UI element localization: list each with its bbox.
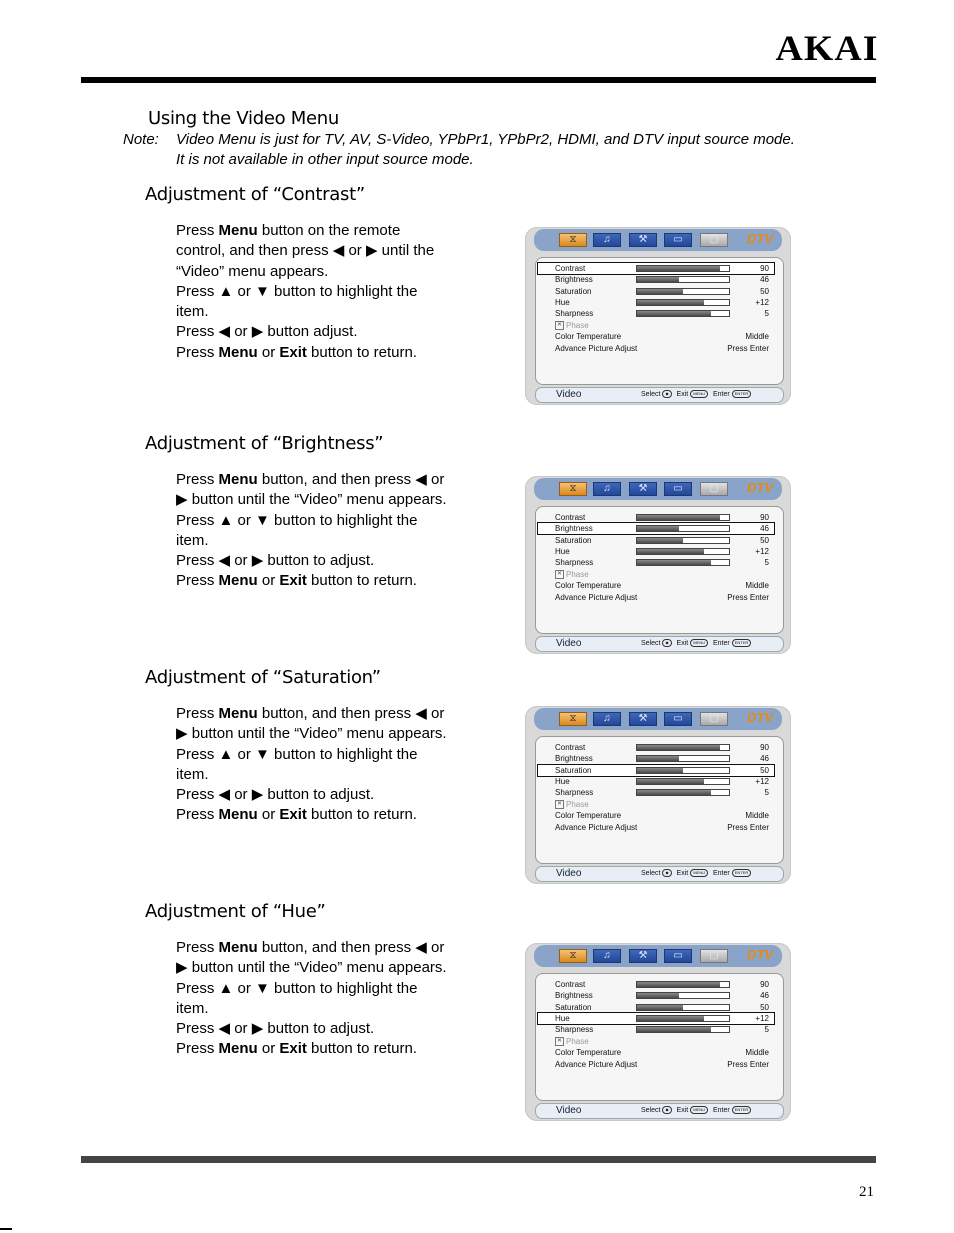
menu-row-sharpness bbox=[538, 557, 774, 568]
menu-row-contrast bbox=[538, 742, 774, 753]
menu-row-label bbox=[555, 569, 589, 580]
step-text: item. bbox=[176, 765, 209, 783]
level-bar-fill bbox=[637, 745, 720, 750]
level-bar bbox=[636, 755, 730, 762]
menu-row-label: Saturation bbox=[555, 536, 592, 545]
steps-contrast bbox=[176, 221, 476, 363]
menu-row-advanced bbox=[538, 822, 774, 833]
step-text: or bbox=[257, 806, 280, 824]
steps-brightness bbox=[176, 470, 476, 592]
step-text: Press bbox=[176, 572, 219, 590]
level-bar bbox=[636, 288, 730, 295]
menu-row-label: Sharpness bbox=[555, 788, 594, 797]
menu-row-advanced bbox=[538, 1059, 774, 1070]
menu-row-phase bbox=[538, 569, 774, 580]
hint-text: Exit bbox=[676, 1107, 689, 1114]
dtv-tab-icon: DTV bbox=[747, 710, 773, 725]
menu-row-value: 90 bbox=[760, 980, 769, 989]
phase-label: Phase bbox=[566, 570, 589, 579]
step-text: Press bbox=[176, 222, 219, 239]
picture-tab-icon: ⧖ bbox=[559, 482, 587, 496]
section-title-contrast: Adjustment of “Contrast” bbox=[145, 184, 365, 205]
menu-key-label: Menu bbox=[218, 1040, 258, 1058]
menu-row-value: 50 bbox=[760, 766, 769, 775]
phase-label: Phase bbox=[566, 800, 589, 809]
menu-row-label: Hue bbox=[555, 298, 570, 307]
menu-footer bbox=[535, 387, 784, 403]
level-bar-fill bbox=[637, 768, 683, 773]
menu-row-value: +12 bbox=[755, 547, 769, 556]
dtv-tab-icon: DTV bbox=[747, 947, 773, 962]
note-label: Note: bbox=[123, 131, 159, 148]
step-text: Press ▲ or ▼ button to highlight the bbox=[176, 745, 418, 763]
step-text: Press ◀ or ▶ button to adjust. bbox=[176, 1020, 375, 1038]
hint-text: Select bbox=[641, 870, 661, 877]
step-text: button on the remote bbox=[257, 222, 401, 239]
step-text: Press bbox=[176, 1040, 219, 1058]
section-title-saturation: Adjustment of “Saturation” bbox=[145, 667, 381, 688]
step-text: button, and then press ◀ or bbox=[257, 939, 445, 956]
hint-text: Select bbox=[641, 640, 661, 647]
menu-row-value: Middle bbox=[745, 581, 769, 590]
menu-key-label: Menu bbox=[218, 939, 258, 956]
hint-text: Exit bbox=[676, 870, 689, 877]
remote-key-icon: MENU bbox=[690, 869, 708, 877]
menu-row-brightness bbox=[538, 753, 774, 764]
hint-text: Enter bbox=[713, 391, 730, 398]
menu-row-value: 46 bbox=[760, 524, 769, 533]
disabled-x-icon: ✕ bbox=[556, 571, 563, 578]
pc-tab-icon: ▢ bbox=[700, 712, 728, 726]
level-bar bbox=[636, 778, 730, 785]
level-bar-fill bbox=[637, 1005, 683, 1010]
step-text: Press bbox=[176, 939, 219, 956]
level-bar bbox=[636, 1026, 730, 1033]
pc-tab-icon: ▢ bbox=[700, 949, 728, 963]
level-bar-fill bbox=[637, 538, 683, 543]
menu-panel bbox=[535, 973, 784, 1101]
menu-row-phase bbox=[538, 320, 774, 331]
exit-key-label: Exit bbox=[279, 343, 307, 361]
pc-tab-icon: ▢ bbox=[700, 233, 728, 247]
menu-key-label: Menu bbox=[218, 705, 258, 722]
menu-row-label: Brightness bbox=[555, 275, 593, 284]
menu-row-phase bbox=[538, 1036, 774, 1047]
setup-tab-icon: ⚒ bbox=[629, 712, 657, 726]
setup-tab-icon: ⚒ bbox=[629, 949, 657, 963]
hint-text: Select bbox=[641, 1107, 661, 1114]
menu-row-color_temp bbox=[538, 580, 774, 591]
menu-footer bbox=[535, 636, 784, 652]
menu-row-value: 46 bbox=[760, 754, 769, 763]
phase-label: Phase bbox=[566, 321, 589, 330]
menu-key-label: Menu bbox=[218, 343, 258, 361]
steps-saturation bbox=[176, 704, 476, 826]
menu-row-value: +12 bbox=[755, 777, 769, 786]
level-bar bbox=[636, 1015, 730, 1022]
arrows-icon: ◆ bbox=[662, 1106, 671, 1114]
menu-row-label: Brightness bbox=[555, 991, 593, 1000]
menu-row-label: Contrast bbox=[555, 264, 586, 273]
menu-row-value: 50 bbox=[760, 287, 769, 296]
step-text: button, and then press ◀ or bbox=[257, 705, 445, 722]
hint-text: Enter bbox=[713, 1107, 730, 1114]
note bbox=[123, 130, 795, 170]
menu-footer bbox=[535, 1103, 784, 1119]
menu-row-advanced bbox=[538, 592, 774, 603]
menu-row-value: 5 bbox=[764, 558, 769, 567]
menu-title: Video bbox=[556, 868, 582, 879]
level-bar-fill bbox=[637, 790, 711, 795]
step-text: button to return. bbox=[306, 572, 417, 590]
arrows-icon: ◆ bbox=[662, 869, 671, 877]
menu-tab-bar bbox=[534, 708, 782, 730]
menu-row-value: +12 bbox=[755, 298, 769, 307]
menu-tab-bar bbox=[534, 229, 782, 251]
level-bar-fill bbox=[637, 311, 711, 316]
level-bar-fill bbox=[637, 515, 720, 520]
step-text: Press ▲ or ▼ button to highlight the bbox=[176, 979, 418, 997]
step-text: button to return. bbox=[306, 806, 417, 824]
page-heading: Using the Video Menu bbox=[148, 108, 339, 129]
hint-text: Exit bbox=[676, 391, 689, 398]
level-bar bbox=[636, 514, 730, 521]
menu-row-value: +12 bbox=[755, 1014, 769, 1023]
menu-row-advanced bbox=[538, 343, 774, 354]
step-text: Press bbox=[176, 343, 219, 361]
menu-row-value: Press Enter bbox=[727, 593, 769, 602]
tv-tab-icon: ▭ bbox=[664, 712, 692, 726]
menu-row-sharpness bbox=[538, 787, 774, 798]
note-line-1: Video Menu is just for TV, AV, S-Video, YPbPr1, YPbPr2, HDMI, and DTV input source mode. bbox=[176, 131, 795, 148]
setup-tab-icon: ⚒ bbox=[629, 233, 657, 247]
remote-key-icon: MENU bbox=[690, 390, 708, 398]
level-bar bbox=[636, 276, 730, 283]
step-text: Press ◀ or ▶ button to adjust. bbox=[176, 552, 375, 570]
menu-row-color_temp bbox=[538, 331, 774, 342]
remote-key-icon: ENTER bbox=[732, 869, 752, 877]
level-bar bbox=[636, 537, 730, 544]
level-bar bbox=[636, 525, 730, 532]
level-bar bbox=[636, 265, 730, 272]
menu-row-hue bbox=[538, 546, 774, 557]
menu-tab-bar bbox=[534, 478, 782, 500]
corner-mark bbox=[0, 1228, 12, 1230]
menu-row-brightness bbox=[538, 523, 774, 534]
header-rule bbox=[81, 77, 876, 83]
menu-row-label: Color Temperature bbox=[555, 811, 622, 820]
video-menu-screenshot-saturation bbox=[525, 706, 791, 884]
menu-row-value: Middle bbox=[745, 332, 769, 341]
level-bar-fill bbox=[637, 1027, 711, 1032]
remote-key-icon: ENTER bbox=[732, 1106, 752, 1114]
step-text: “Video” menu appears. bbox=[176, 262, 329, 280]
level-bar-fill bbox=[637, 277, 679, 282]
menu-row-phase bbox=[538, 799, 774, 810]
hint-text: Enter bbox=[713, 640, 730, 647]
level-bar-fill bbox=[637, 756, 679, 761]
note-line-2: It is not available in other input source mode. bbox=[176, 151, 474, 168]
disabled-x-icon: ✕ bbox=[556, 322, 563, 329]
menu-row-sharpness bbox=[538, 1024, 774, 1035]
menu-row-label: Sharpness bbox=[555, 309, 594, 318]
arrows-icon: ◆ bbox=[662, 390, 671, 398]
pc-tab-icon: ▢ bbox=[700, 482, 728, 496]
section-title-brightness: Adjustment of “Brightness” bbox=[145, 433, 384, 454]
step-text: Press bbox=[176, 806, 219, 824]
menu-row-label: Advance Picture Adjust bbox=[555, 1060, 638, 1069]
level-bar bbox=[636, 789, 730, 796]
menu-footer bbox=[535, 866, 784, 882]
audio-tab-icon: ♫ bbox=[593, 482, 621, 496]
remote-key-icon: ENTER bbox=[732, 639, 752, 647]
menu-row-label: Contrast bbox=[555, 513, 586, 522]
step-text: ▶ button until the “Video” menu appears. bbox=[176, 491, 447, 509]
step-text: item. bbox=[176, 531, 209, 549]
menu-row-label: Advance Picture Adjust bbox=[555, 823, 638, 832]
hint-text: Exit bbox=[676, 640, 689, 647]
menu-row-value: 5 bbox=[764, 309, 769, 318]
menu-row-label: Color Temperature bbox=[555, 581, 622, 590]
step-text: control, and then press ◀ or ▶ until the bbox=[176, 242, 435, 260]
dtv-tab-icon: DTV bbox=[747, 231, 773, 246]
menu-row-value: 50 bbox=[760, 536, 769, 545]
menu-key-label: Menu bbox=[218, 222, 258, 239]
remote-key-icon: MENU bbox=[690, 1106, 708, 1114]
menu-row-label: Sharpness bbox=[555, 1025, 594, 1034]
setup-tab-icon: ⚒ bbox=[629, 482, 657, 496]
menu-row-value: 90 bbox=[760, 513, 769, 522]
section-title-hue: Adjustment of “Hue” bbox=[145, 901, 326, 922]
video-menu-screenshot-brightness bbox=[525, 476, 791, 654]
menu-row-label: Advance Picture Adjust bbox=[555, 593, 638, 602]
menu-panel bbox=[535, 736, 784, 864]
level-bar bbox=[636, 744, 730, 751]
remote-key-icon: MENU bbox=[690, 639, 708, 647]
step-text: item. bbox=[176, 303, 209, 321]
menu-row-label: Hue bbox=[555, 1014, 570, 1023]
disabled-x-icon: ✕ bbox=[556, 801, 563, 808]
step-text: Press bbox=[176, 705, 219, 722]
key-hints bbox=[639, 639, 754, 649]
menu-row-value: 5 bbox=[764, 1025, 769, 1034]
step-text: Press ◀ or ▶ button to adjust. bbox=[176, 786, 375, 804]
menu-title: Video bbox=[556, 1105, 582, 1116]
hint-text: Enter bbox=[713, 870, 730, 877]
level-bar-fill bbox=[637, 993, 679, 998]
picture-tab-icon: ⧖ bbox=[559, 949, 587, 963]
menu-title: Video bbox=[556, 389, 582, 400]
step-text: ▶ button until the “Video” menu appears. bbox=[176, 725, 447, 743]
menu-row-hue bbox=[538, 297, 774, 308]
menu-row-value: 90 bbox=[760, 743, 769, 752]
tv-tab-icon: ▭ bbox=[664, 482, 692, 496]
step-text: button to return. bbox=[306, 343, 417, 361]
menu-row-saturation bbox=[538, 286, 774, 297]
audio-tab-icon: ♫ bbox=[593, 233, 621, 247]
menu-row-label bbox=[555, 799, 589, 810]
audio-tab-icon: ♫ bbox=[593, 712, 621, 726]
menu-row-saturation bbox=[538, 535, 774, 546]
level-bar-fill bbox=[637, 1016, 704, 1021]
menu-row-label bbox=[555, 320, 589, 331]
key-hints bbox=[639, 869, 754, 879]
phase-label: Phase bbox=[566, 1037, 589, 1046]
menu-row-saturation bbox=[538, 1002, 774, 1013]
menu-row-label: Hue bbox=[555, 547, 570, 556]
level-bar bbox=[636, 559, 730, 566]
disabled-x-icon: ✕ bbox=[556, 1038, 563, 1045]
hint-text: Select bbox=[641, 391, 661, 398]
level-bar bbox=[636, 548, 730, 555]
menu-row-value: Press Enter bbox=[727, 823, 769, 832]
arrows-icon: ◆ bbox=[662, 639, 671, 647]
menu-row-brightness bbox=[538, 274, 774, 285]
dtv-tab-icon: DTV bbox=[747, 480, 773, 495]
menu-row-contrast bbox=[538, 263, 774, 274]
step-text: button to return. bbox=[306, 1040, 417, 1058]
tv-tab-icon: ▭ bbox=[664, 949, 692, 963]
level-bar-fill bbox=[637, 526, 679, 531]
menu-key-label: Menu bbox=[218, 471, 258, 488]
page-number: 21 bbox=[859, 1184, 874, 1200]
picture-tab-icon: ⧖ bbox=[559, 712, 587, 726]
menu-row-value: 90 bbox=[760, 264, 769, 273]
menu-row-label: Color Temperature bbox=[555, 1048, 622, 1057]
menu-row-contrast bbox=[538, 979, 774, 990]
remote-key-icon: ENTER bbox=[732, 390, 752, 398]
audio-tab-icon: ♫ bbox=[593, 949, 621, 963]
menu-row-hue bbox=[538, 1013, 774, 1024]
level-bar bbox=[636, 767, 730, 774]
footer-rule bbox=[81, 1156, 876, 1163]
menu-row-value: 50 bbox=[760, 1003, 769, 1012]
step-text: or bbox=[257, 572, 280, 590]
step-text: ▶ button until the “Video” menu appears. bbox=[176, 959, 447, 977]
menu-row-sharpness bbox=[538, 308, 774, 319]
menu-key-label: Menu bbox=[218, 572, 258, 590]
steps-hue bbox=[176, 938, 476, 1060]
level-bar-fill bbox=[637, 289, 683, 294]
step-text: item. bbox=[176, 999, 209, 1017]
level-bar bbox=[636, 992, 730, 999]
menu-row-color_temp bbox=[538, 810, 774, 821]
step-text: Press bbox=[176, 471, 219, 488]
step-text: Press ▲ or ▼ button to highlight the bbox=[176, 282, 418, 300]
picture-tab-icon: ⧖ bbox=[559, 233, 587, 247]
level-bar bbox=[636, 1004, 730, 1011]
video-menu-screenshot-hue bbox=[525, 943, 791, 1121]
menu-row-value: 46 bbox=[760, 991, 769, 1000]
level-bar-fill bbox=[637, 982, 720, 987]
level-bar-fill bbox=[637, 266, 720, 271]
step-text: Press ▲ or ▼ button to highlight the bbox=[176, 511, 418, 529]
exit-key-label: Exit bbox=[279, 572, 307, 590]
menu-row-saturation bbox=[538, 765, 774, 776]
menu-row-label: Brightness bbox=[555, 524, 593, 533]
level-bar bbox=[636, 981, 730, 988]
menu-row-value: Middle bbox=[745, 811, 769, 820]
menu-row-label: Contrast bbox=[555, 980, 586, 989]
step-text: button, and then press ◀ or bbox=[257, 471, 445, 488]
exit-key-label: Exit bbox=[279, 806, 307, 824]
key-hints bbox=[639, 1106, 754, 1116]
menu-row-label bbox=[555, 1036, 589, 1047]
menu-row-label: Saturation bbox=[555, 1003, 592, 1012]
menu-row-value: Press Enter bbox=[727, 344, 769, 353]
step-text: Press ◀ or ▶ button adjust. bbox=[176, 323, 358, 341]
akai-logo: AKAI bbox=[775, 28, 879, 68]
menu-row-value: Press Enter bbox=[727, 1060, 769, 1069]
level-bar-fill bbox=[637, 779, 704, 784]
menu-row-label: Brightness bbox=[555, 754, 593, 763]
tv-tab-icon: ▭ bbox=[664, 233, 692, 247]
menu-row-value: 46 bbox=[760, 275, 769, 284]
menu-row-contrast bbox=[538, 512, 774, 523]
video-menu-screenshot-contrast bbox=[525, 227, 791, 405]
key-hints bbox=[639, 390, 754, 400]
menu-row-value: 5 bbox=[764, 788, 769, 797]
level-bar bbox=[636, 310, 730, 317]
menu-row-label: Advance Picture Adjust bbox=[555, 344, 638, 353]
menu-row-label: Saturation bbox=[555, 766, 592, 775]
menu-row-label: Saturation bbox=[555, 287, 592, 296]
level-bar-fill bbox=[637, 560, 711, 565]
level-bar-fill bbox=[637, 300, 704, 305]
level-bar bbox=[636, 299, 730, 306]
menu-row-hue bbox=[538, 776, 774, 787]
exit-key-label: Exit bbox=[279, 1040, 307, 1058]
menu-row-value: Middle bbox=[745, 1048, 769, 1057]
menu-row-label: Hue bbox=[555, 777, 570, 786]
menu-panel bbox=[535, 257, 784, 385]
menu-row-color_temp bbox=[538, 1047, 774, 1058]
level-bar-fill bbox=[637, 549, 704, 554]
menu-panel bbox=[535, 506, 784, 634]
menu-row-brightness bbox=[538, 990, 774, 1001]
menu-key-label: Menu bbox=[218, 806, 258, 824]
menu-row-label: Contrast bbox=[555, 743, 586, 752]
menu-row-label: Color Temperature bbox=[555, 332, 622, 341]
step-text: or bbox=[257, 343, 280, 361]
step-text: or bbox=[257, 1040, 280, 1058]
menu-title: Video bbox=[556, 638, 582, 649]
menu-tab-bar bbox=[534, 945, 782, 967]
menu-row-label: Sharpness bbox=[555, 558, 594, 567]
